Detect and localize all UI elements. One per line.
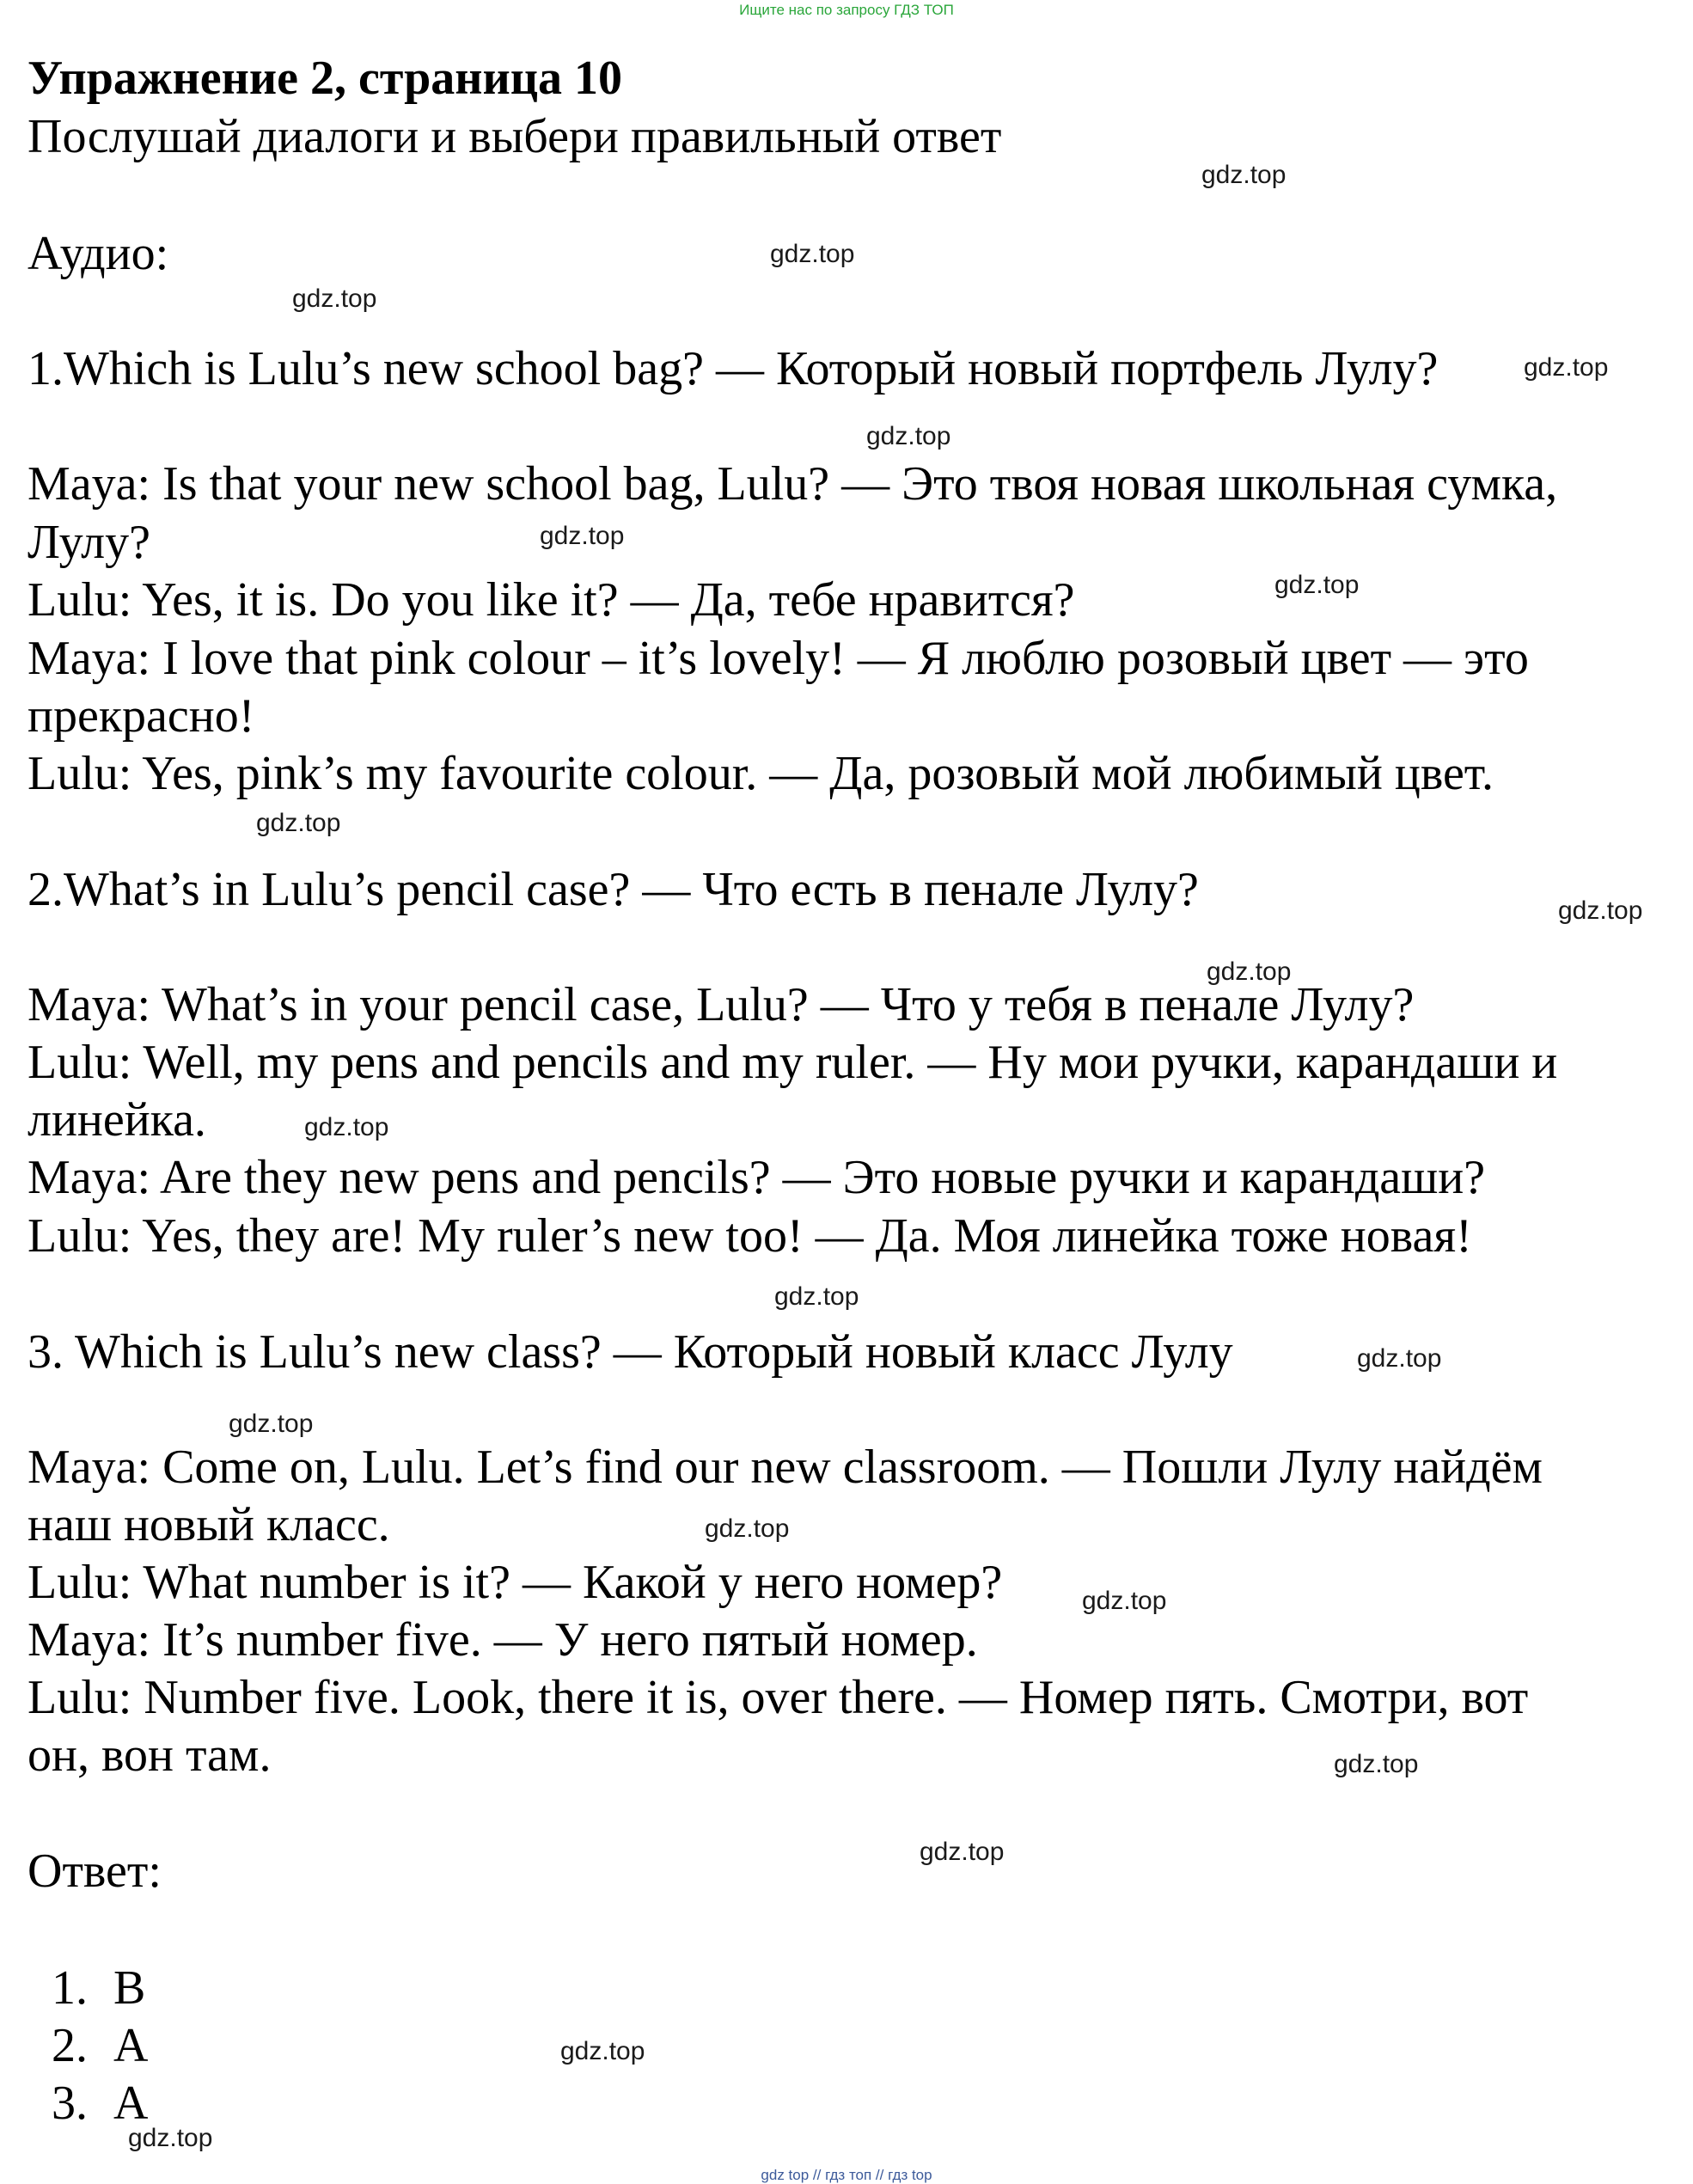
dialogue-line: Lulu: Yes, it is. Do you like it? — Да, тебе нравится? [28,573,1075,627]
watermark: gdz.top [920,1838,1005,1866]
dialogue-line: Maya: Is that your new school bag, Lulu? — Это твоя новая школьная сумка, [28,457,1558,511]
dialogue-line: линейка. [28,1093,206,1147]
watermark: gdz.top [128,2124,213,2152]
watermark: gdz.top [1558,896,1643,925]
answer-number: 3. [52,2077,88,2130]
question-2: 2.What’s in Lulu’s pencil case? — Что есть в пенале Лулу? [28,863,1199,916]
dialogue-line: Lulu: Yes, they are! My ruler’s new too! — Да. Моя линейка тоже новая! [28,1209,1472,1263]
watermark: gdz.top [1524,353,1609,382]
dialogue-line: Lulu: What number is it? — Какой у него номер? [28,1556,1003,1609]
dialogue-line: Maya: Are they new pens and pencils? — Это новые ручки и карандаши? [28,1151,1486,1204]
watermark: gdz.top [229,1410,314,1438]
watermark: gdz.top [866,422,951,450]
dialogue-line: Lulu: Well, my pens and pencils and my ruler. — Ну мои ручки, карандаши и [28,1036,1558,1089]
watermark: gdz.top [1201,161,1287,189]
watermark: gdz.top [1082,1587,1167,1615]
watermark: gdz.top [774,1282,859,1311]
watermark: gdz.top [1207,957,1292,986]
dialogue-line: Лулу? [28,516,150,569]
dialogue-line: он, вон там. [28,1728,272,1782]
watermark: gdz.top [292,284,377,313]
dialogue-line: наш новый класс. [28,1498,390,1551]
watermark: gdz.top [705,1514,790,1543]
answer-number: 2. [52,2019,88,2072]
watermark: gdz.top [256,809,341,837]
dialogue-line: прекрасно! [28,689,255,743]
dialogue-line: Lulu: Number five. Look, there it is, over there. — Номер пять. Смотри, вот [28,1671,1529,1724]
watermark: gdz.top [540,522,625,550]
dialogue-line: Lulu: Yes, pink’s my favourite colour. — Да, розовый мой любимый цвет. [28,747,1494,800]
answer-label: Ответ: [28,1844,162,1898]
answer-item [28,1960,145,2016]
answer-value: A [113,2019,149,2072]
watermark: gdz.top [1274,571,1360,599]
question-3: 3. Which is Lulu’s new class? — Который новый класс Лулу [28,1325,1233,1379]
watermark: gdz.top [770,240,855,268]
footer-note: gdz top // гдз топ // гдз top [761,2167,932,2183]
dialogue-line: Maya: What’s in your pencil case, Lulu? — Что у тебя в пенале Лулу? [28,978,1415,1031]
answer-value: B [113,1961,146,2015]
exercise-subtitle: Послушай диалоги и выбери правильный ответ [28,110,1002,163]
answer-number: 1. [52,1961,88,2015]
dialogue-line: Maya: It’s number five. — У него пятый номер. [28,1613,978,1667]
watermark: gdz.top [560,2037,645,2065]
watermark: gdz.top [1357,1344,1442,1373]
answer-item [28,2017,148,2074]
question-1: 1.Which is Lulu’s new school bag? — Который новый портфель Лулу? [28,342,1439,395]
answer-value: A [113,2077,149,2130]
exercise-title: Упражнение 2, страница 10 [28,52,623,105]
watermark: gdz.top [304,1113,389,1141]
audio-label: Аудио: [28,227,169,280]
search-hint: Ищите нас по запросу ГДЗ ТОП [739,2,954,18]
dialogue-line: Maya: Come on, Lulu. Let’s find our new classroom. — Пошли Лулу найдём [28,1441,1543,1494]
watermark: gdz.top [1334,1750,1419,1778]
dialogue-line: Maya: I love that pink colour – it’s lovely! — Я люблю розовый цвет — это [28,632,1529,685]
